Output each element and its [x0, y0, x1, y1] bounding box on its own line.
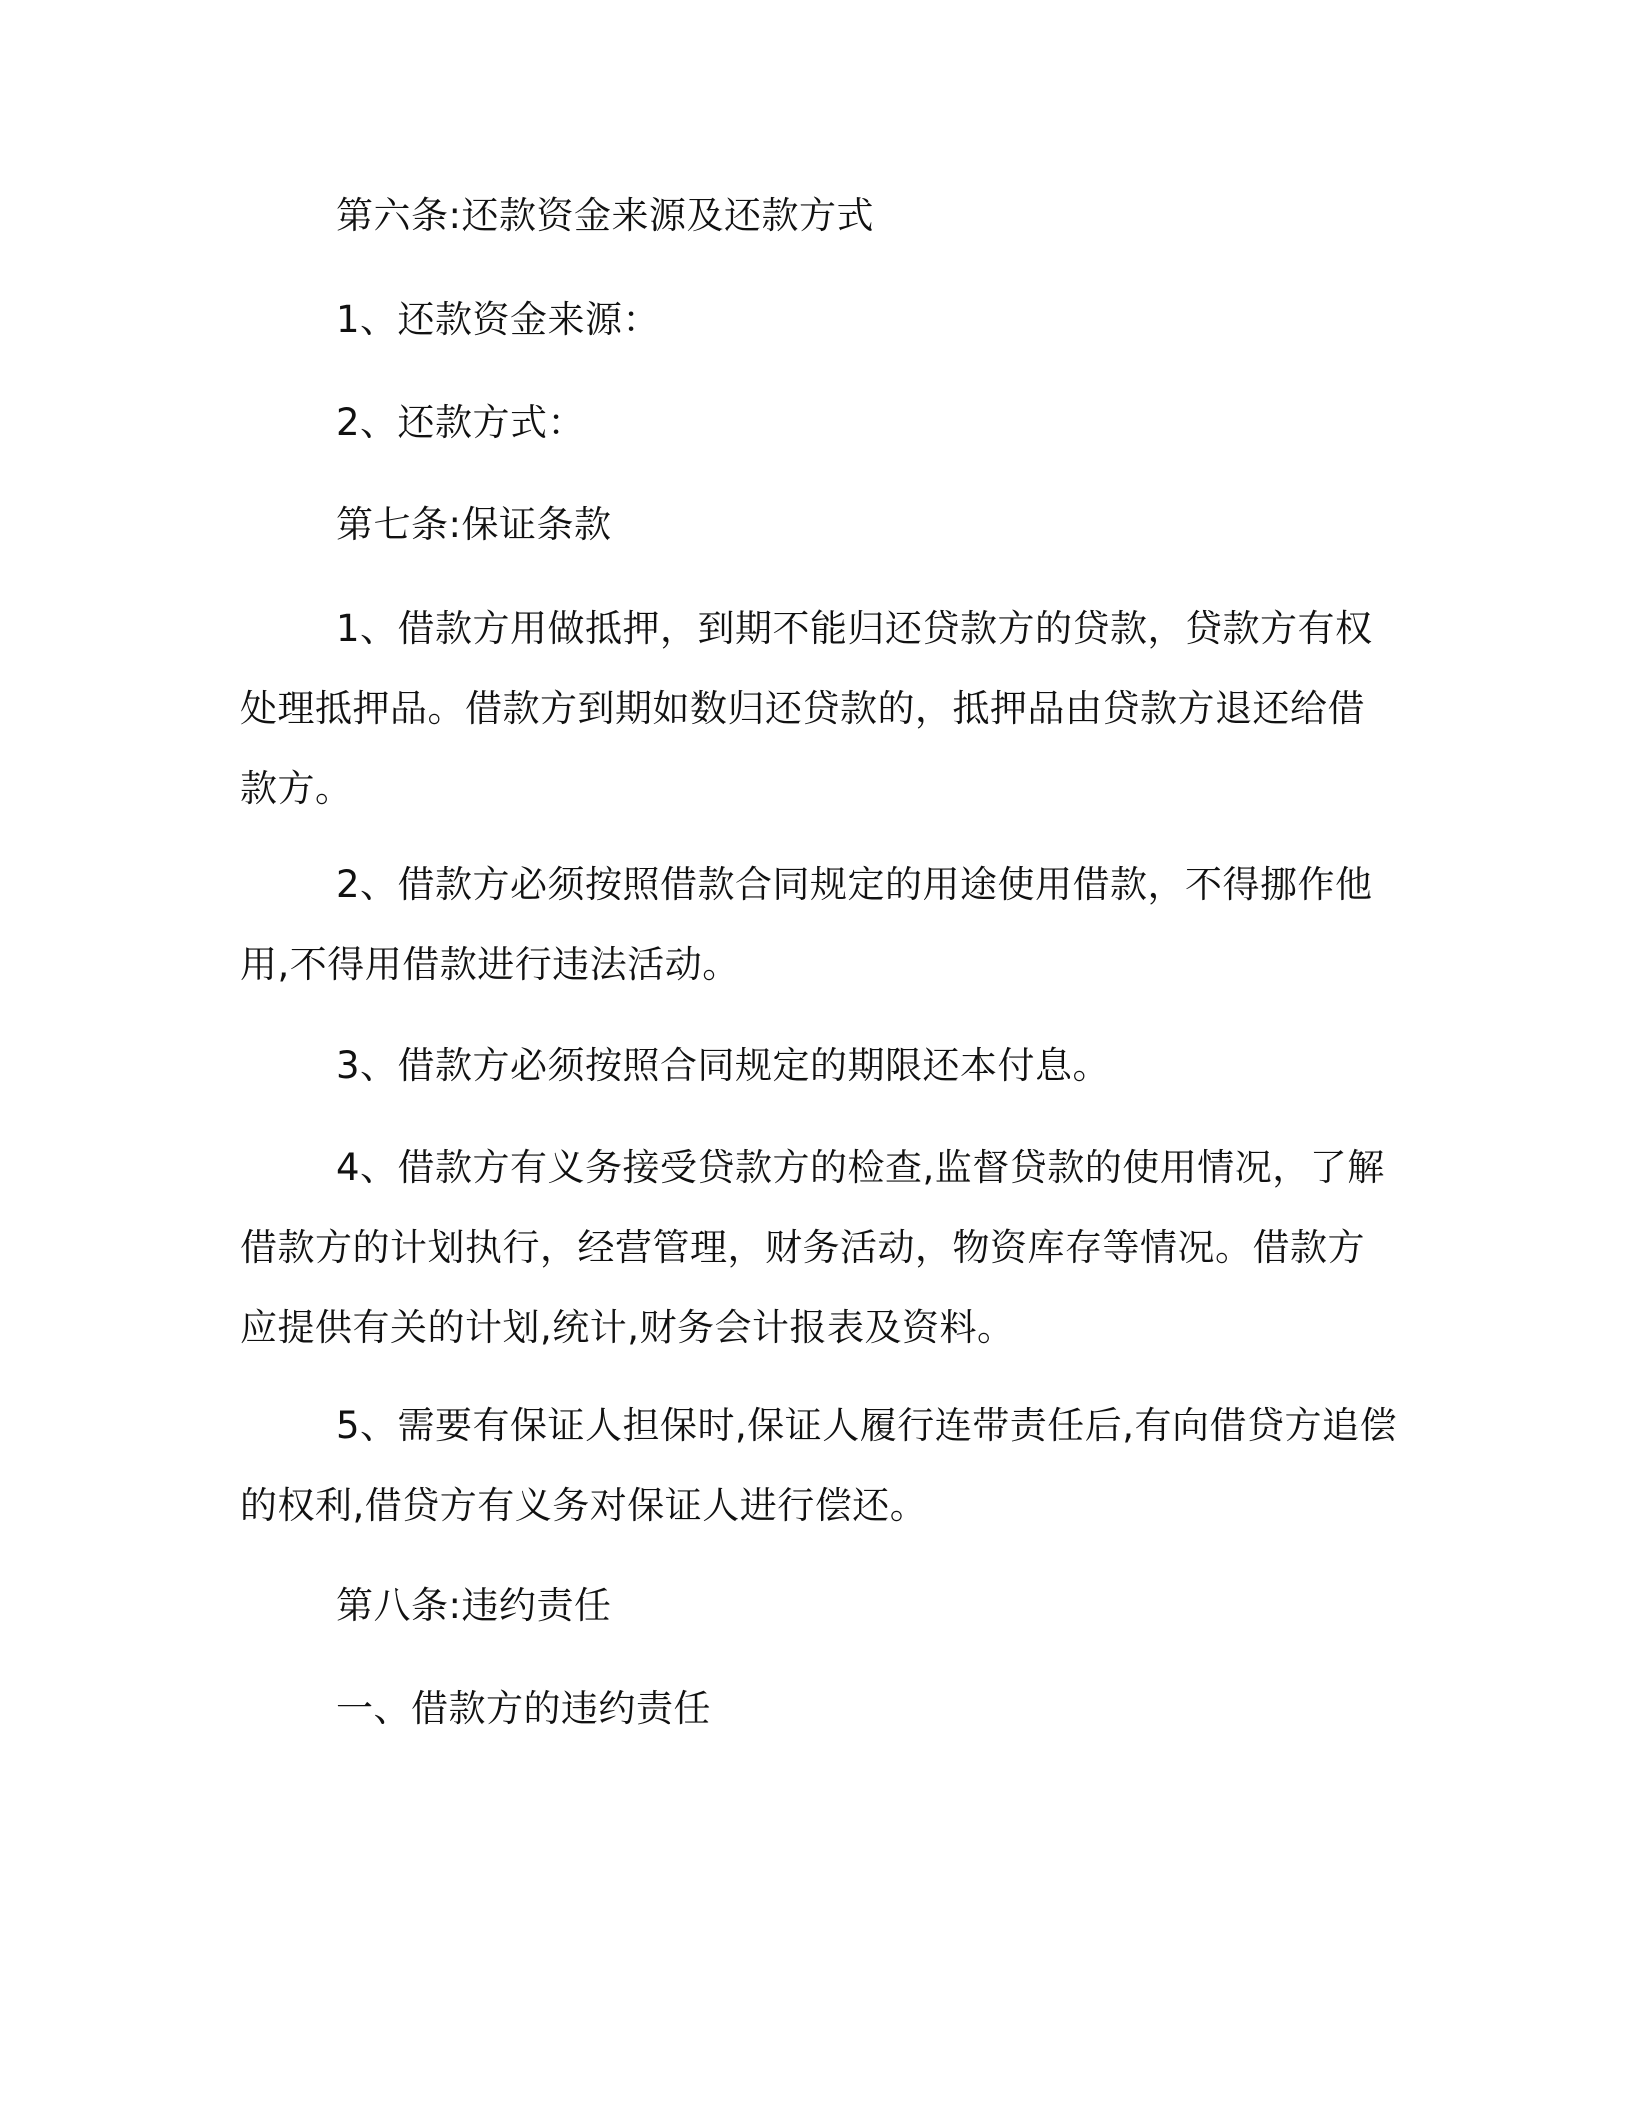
- repayment-source-item: 1、还款资金来源：: [336, 298, 661, 341]
- article-6-heading: 第六条:还款资金来源及还款方式: [336, 194, 874, 237]
- article-7-heading: 第七条:保证条款: [336, 503, 612, 546]
- guarantee-clause-5: 5、需要有保证人担保时,保证人履行连带责任后,有向借贷方追偿的权利,借贷方有义务对保证人进行偿还。: [240, 1404, 1398, 1527]
- repayment-method-item: 2、还款方式：: [336, 401, 586, 444]
- article-8-heading: 第八条:违约责任: [336, 1584, 612, 1627]
- guarantee-clause-4: 4、借款方有义务接受贷款方的检查,监督贷款的使用情况，了解借款方的计划执行，经营管理，财务活动，物资库存等情况。借款方应提供有关的计划,统计,财务会计报表及资料。: [240, 1146, 1385, 1349]
- borrower-liability-heading: 一、借款方的违约责任: [336, 1687, 711, 1730]
- guarantee-clause-2: 2、借款方必须按照借款合同规定的用途使用借款，不得挪作他用,不得用借款进行违法活动。: [240, 863, 1373, 986]
- guarantee-clause-1: 1、借款方用做抵押，到期不能归还贷款方的贷款，贷款方有权处理抵押品。借款方到期如数归还贷款的，抵押品由贷款方退还给借款方。: [240, 607, 1373, 810]
- guarantee-clause-3: 3、借款方必须按照合同规定的期限还本付息。: [336, 1044, 1111, 1087]
